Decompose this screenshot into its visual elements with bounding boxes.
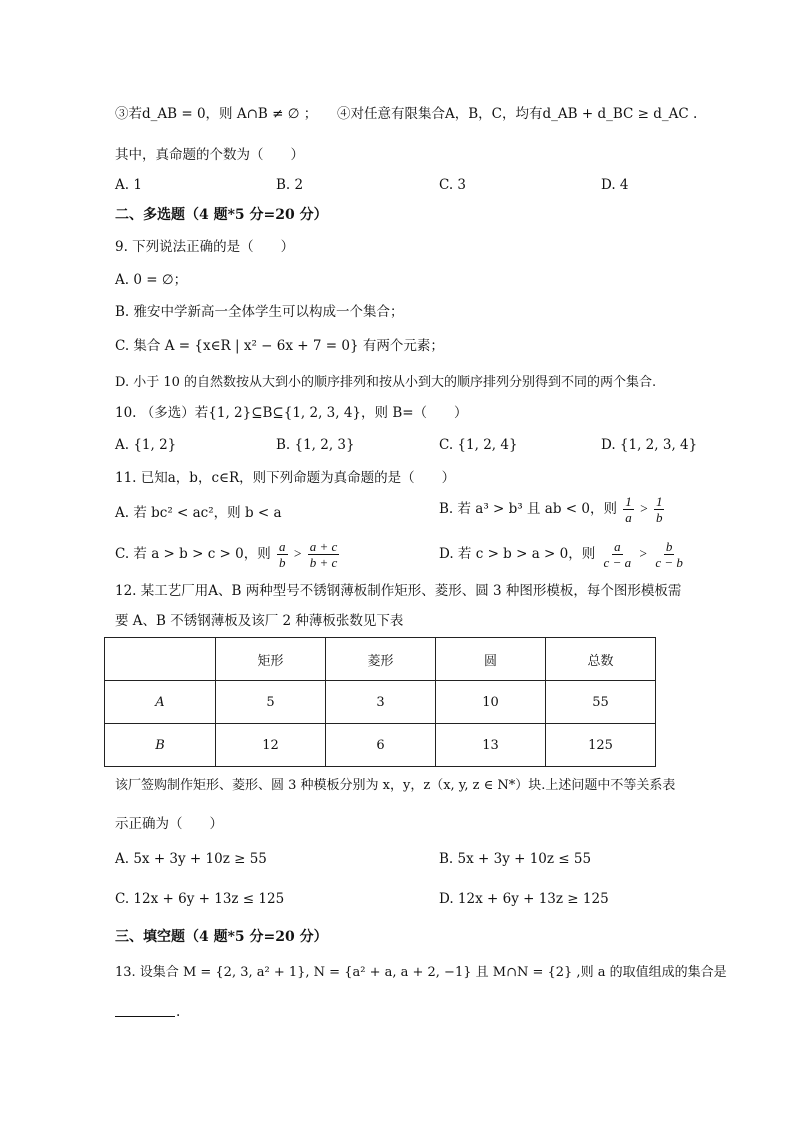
fraction-a-over-c-minus-a: $\frac{a}{c - a}$ — [603, 539, 632, 570]
q11-option-a: A. 若 bc² < ac²，则 b < a — [115, 505, 282, 521]
table-header-cell: 菱形 — [326, 638, 436, 681]
q9-option-c: C. 集合 A = {x∈R | x² − 6x + 7 = 0} 有两个元素； — [115, 338, 444, 354]
q12-option-c: C. 12x + 6y + 13z ≤ 125 — [115, 891, 285, 907]
statement-3: ③若d_AB = 0，则 A∩B ≠ ∅ ； — [115, 106, 318, 122]
q9-option-a: A. 0 = ∅； — [115, 272, 188, 288]
table-cell: 125 — [546, 724, 656, 767]
q8-option-d: D. 4 — [601, 177, 629, 193]
q10-option-c: C. {1, 2, 4} — [439, 437, 518, 453]
fraction-b-over-c-minus-b: $\frac{b}{c - b}$ — [655, 539, 683, 570]
q12-option-b: B. 5x + 3y + 10z ≤ 55 — [439, 851, 592, 867]
statement-4: ④对任意有限集合A，B，C，均有d_AB + d_BC ≥ d_AC . — [337, 106, 698, 122]
answer-blank-line — [115, 1015, 175, 1017]
table-header-cell: 矩形 — [216, 638, 326, 681]
q8-option-b: B. 2 — [276, 177, 304, 193]
q9-option-d: D. 小于 10 的自然数按从大到小的顺序排列和按从小到大的顺序排列分别得到不同的两个集合. — [115, 375, 657, 390]
table-row — [105, 681, 656, 724]
q11-option-b-text: B. 若 a³ > b³ 且 ab < 0，则 — [439, 501, 617, 517]
q11-stem: 11. 已知a，b，c∈R，则下列命题为真命题的是（ ） — [115, 470, 456, 486]
table-header-row — [105, 638, 656, 681]
fraction-a-plus-c-over-b-plus-c: $\frac{a + c}{b + c}$ — [309, 539, 338, 570]
q12-after-line-2: 示正确为（ ） — [115, 816, 223, 832]
table-cell: A — [105, 681, 216, 724]
q8-option-c: C. 3 — [439, 177, 467, 193]
q12-after-line-1: 该厂签购制作矩形、菱形、圆 3 种模板分别为 x，y，z（x, y, z ∈ N*）块.上述问题中不等关系表 — [115, 778, 676, 793]
table-cell: 3 — [326, 681, 436, 724]
fraction-a-over-b: $\frac{a}{b}$ — [279, 539, 286, 570]
q12-option-a: A. 5x + 3y + 10z ≥ 55 — [115, 851, 267, 867]
q12-option-d: D. 12x + 6y + 13z ≥ 125 — [439, 891, 609, 907]
table-header-cell: 圆 — [436, 638, 546, 681]
q12-stem-line-2: 要 A、B 不锈钢薄板及该厂 2 种薄板张数见下表 — [115, 613, 404, 629]
q10-option-b: B. {1, 2, 3} — [276, 437, 355, 453]
q8-prompt: 其中，真命题的个数为（ ） — [115, 147, 304, 163]
fraction-1-over-a: $\frac{1}{a}$ — [625, 494, 632, 525]
q11-option-c-text: C. 若 a > b > c > 0，则 — [115, 546, 271, 562]
q10-option-a: A. {1, 2} — [115, 437, 177, 453]
answer-blank-period: . — [176, 1004, 181, 1020]
fraction-1-over-b: $\frac{1}{b}$ — [655, 494, 663, 525]
table-header-cell: 总数 — [546, 638, 656, 681]
table-cell: 13 — [436, 724, 546, 767]
table-cell: 12 — [216, 724, 326, 767]
q12-stem-line-1: 12. 某工艺厂用A、B 两种型号不锈钢薄板制作矩形、菱形、圆 3 种图形模板，每个图形模板需 — [115, 583, 682, 599]
table-cell: B — [105, 724, 216, 767]
table-cell: 55 — [546, 681, 656, 724]
table-cell: 5 — [216, 681, 326, 724]
q11-option-d-text: D. 若 c > b > a > 0，则 — [439, 546, 596, 562]
q11-option-c: C. 若 a > b > c > 0，则 $\frac{a}{b}$ > $\frac{a + c}{b + c}$ — [115, 539, 338, 570]
q10-stem: 10. （多选）若{1, 2}⊆B⊆{1, 2, 3, 4}，则 B=（ ） — [115, 405, 468, 421]
q13-stem: 13. 设集合 M = {2, 3, a² + 1}, N = {a² + a, a + 2, −1} 且 M∩N = {2} ,则 a 的取值组成的集合是 — [115, 965, 727, 980]
q9-option-b: B. 雅安中学新高一全体学生可以构成一个集合； — [115, 304, 404, 320]
table-row — [105, 724, 656, 767]
q11-option-b: B. 若 a³ > b³ 且 ab < 0，则 $\frac{1}{a}$ > $\frac{1}{b}$ — [439, 494, 663, 525]
section-2-title: 二、多选题（4 题*5 分=20 分） — [115, 207, 328, 223]
q10-option-d: D. {1, 2, 3, 4} — [601, 437, 698, 453]
q8-option-a: A. 1 — [115, 177, 142, 193]
table-header-cell — [105, 638, 216, 681]
table-cell: 10 — [436, 681, 546, 724]
q11-option-d: D. 若 c > b > a > 0，则 $\frac{a}{c - a}$ > $\frac{b}{c - b}$ — [439, 539, 683, 570]
section-3-title: 三、填空题（4 题*5 分=20 分） — [115, 929, 328, 945]
table-cell: 6 — [326, 724, 436, 767]
q12-table — [104, 637, 656, 767]
q9-stem: 9. 下列说法正确的是（ ） — [115, 239, 295, 255]
